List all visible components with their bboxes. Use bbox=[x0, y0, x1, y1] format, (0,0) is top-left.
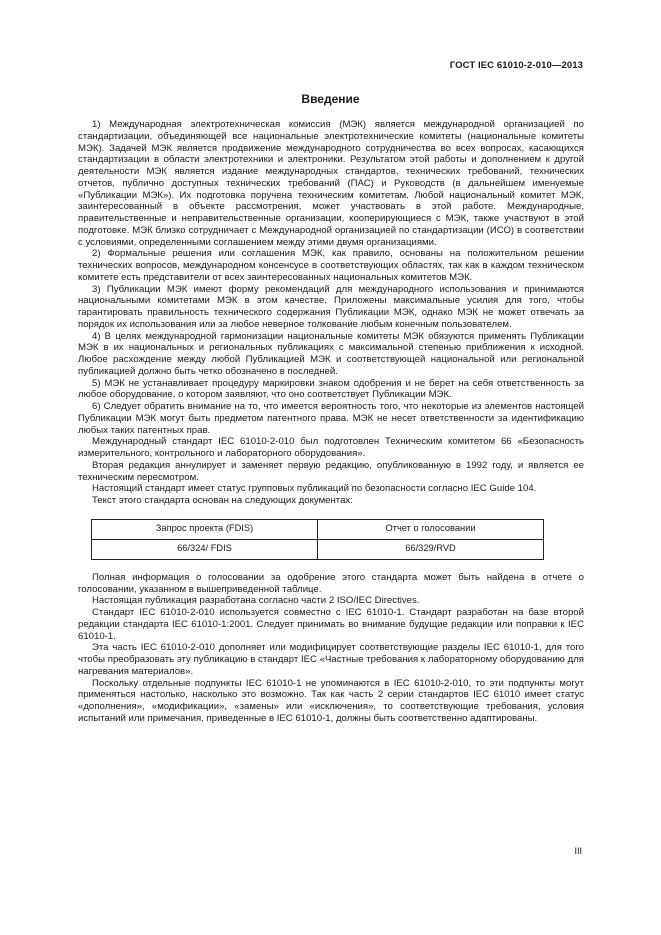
document-body bbox=[78, 119, 584, 725]
paragraph: 3) Публикации МЭК имеют форму рекомендаций для международного использования и принимаются национальными комитетами МЭК в этом качестве. Приложены максимальные усилия для того, чтобы гарантировать правильность технического содержания Публикации МЭК, однако МЭК не может отвечать за порядок их использования или за любое неверное толкование любым конечным пользователем. bbox=[78, 283, 584, 330]
paragraph: 6) Следует обратить внимание на то, что имеется вероятность того, что некоторые из элементов настоящей Публикации МЭК могут быть предметом патентного права. МЭК не несет ответственности за идентификацию любых таких патентных прав. bbox=[78, 401, 584, 436]
paragraph: 1) Международная электротехническая комиссия (МЭК) является международной организацией по стандартизации, объединяющей все национальные электротехнические комитеты (национальные комитеты МЭК). Задачей МЭК является продвижение международного сотрудничества во всех вопросах, касающихся стандартизации в области электротехники и электроники. Результатом этой работы и дополнением к другой деятельности МЭК является издание международных стандартов, технических требований, технических отчетов, публично доступных технических требований (ПАС) и Руководств (в дальнейшем именуемые «Публикации МЭК»). Их подготовка поручена техническим комитетам. Любой национальный комитет МЭК, заинтересованный в объекте рассмотрения, может участвовать в этой работе. Международные, правительственные и неправительственные организации, кооперирующиеся с МЭК, также участвуют в этой подготовке. МЭК близко сотрудничает с Международной организацией по стандартизации (ИСО) в соответствии с условиями, определенными соглашением между этими двумя организациями. bbox=[78, 119, 584, 248]
paragraph: 5) МЭК не устанавливает процедуру маркировки знаком одобрения и не берет на себя ответственность за любое оборудование, о котором заявляют, что оно соответствует Публикации МЭК. bbox=[78, 377, 584, 401]
paragraph: Международный стандарт IEC 61010-2-010 был подготовлен Техническим комитетом 66 «Безопасность измерительного, контрольного и лабораторного оборудования». bbox=[78, 436, 584, 459]
paragraph: Поскольку отдельные подпункты IEC 61010-1 не упоминаются в IEC 61010-2-010, то эти подпункты могут применяться настолько, насколько это возможно. Так как часть 2 серии стандартов IEC 61010 имеет статус «дополнения», «модификации», «замены» или «исключения», то соответствующие требования, условия испытаний или примечания, приведенные в IEC 61010-1, должны быть соответственно адаптированы. bbox=[78, 677, 584, 724]
section-title: Введение bbox=[301, 92, 360, 106]
document-code-header: ГОСТ IEC 61010-2-010—2013 bbox=[449, 60, 583, 71]
paragraph: Текст этого стандарта основан на следующих документах: bbox=[92, 495, 353, 506]
table-header-cell: Отчет о голосовании bbox=[318, 519, 544, 539]
paragraph: Стандарт IEC 61010-2-010 используется совместно с IEC 61010-1. Стандарт разработан на базе второй редакции стандарта IEC 61010-1:2001. Следует принимать во внимание будущие редакции или поправки к IEC 61010-1. bbox=[78, 607, 584, 642]
table-header-cell: Запрос проекта (FDIS) bbox=[92, 519, 318, 539]
table-cell: 66/324/ FDIS bbox=[92, 539, 318, 559]
paragraph: Настоящая публикация разработана согласно части 2 ISO/IEC Directives. bbox=[92, 595, 420, 607]
paragraph: Настоящий стандарт имеет статус групповых публикаций по безопасности согласно IEC Guide 104. bbox=[92, 483, 537, 495]
paragraph: 2) Формальные решения или соглашения МЭК, как правило, основаны на положительном решении технических вопросов, международном консенсусе в соответствующих областях, так как в каждом техническом комитете есть представители от всех заинтересованных национальных комитетов МЭК. bbox=[78, 248, 584, 283]
paragraph: Полная информация о голосовании за одобрение этого стандарта может быть найдена в отчете о голосовании, указанном в вышеприведенной таблице. bbox=[78, 571, 584, 595]
paragraph: Вторая редакция аннулирует и заменяет первую редакцию, опубликованную в 1992 году, и является ее техническим пересмотром. bbox=[78, 459, 584, 483]
table-cell: 66/329/RVD bbox=[318, 539, 544, 559]
table-row bbox=[92, 539, 544, 559]
paragraph: 4) В целях международной гармонизации национальные комитеты МЭК обязуются применять Публикации МЭК в их национальных и региональных публикациях с максимальной степенью приближения к исходной. Любое расхождение между любой Публикацией МЭК и соответствующей национальной или региональной публикацией должно быть четко обозначено в последней. bbox=[78, 330, 584, 377]
paragraph: Эта часть IEC 61010-2-010 дополняет или модифицирует соответствующие разделы IEC 61010-1, для того чтобы преобразовать эту публикацию в стандарт IEC «Частные требования к лабораторному оборудованию для нагревания материалов». bbox=[78, 642, 584, 677]
page-number: III bbox=[574, 846, 582, 856]
table-header-row bbox=[92, 519, 544, 539]
voting-documents-table bbox=[91, 519, 544, 560]
